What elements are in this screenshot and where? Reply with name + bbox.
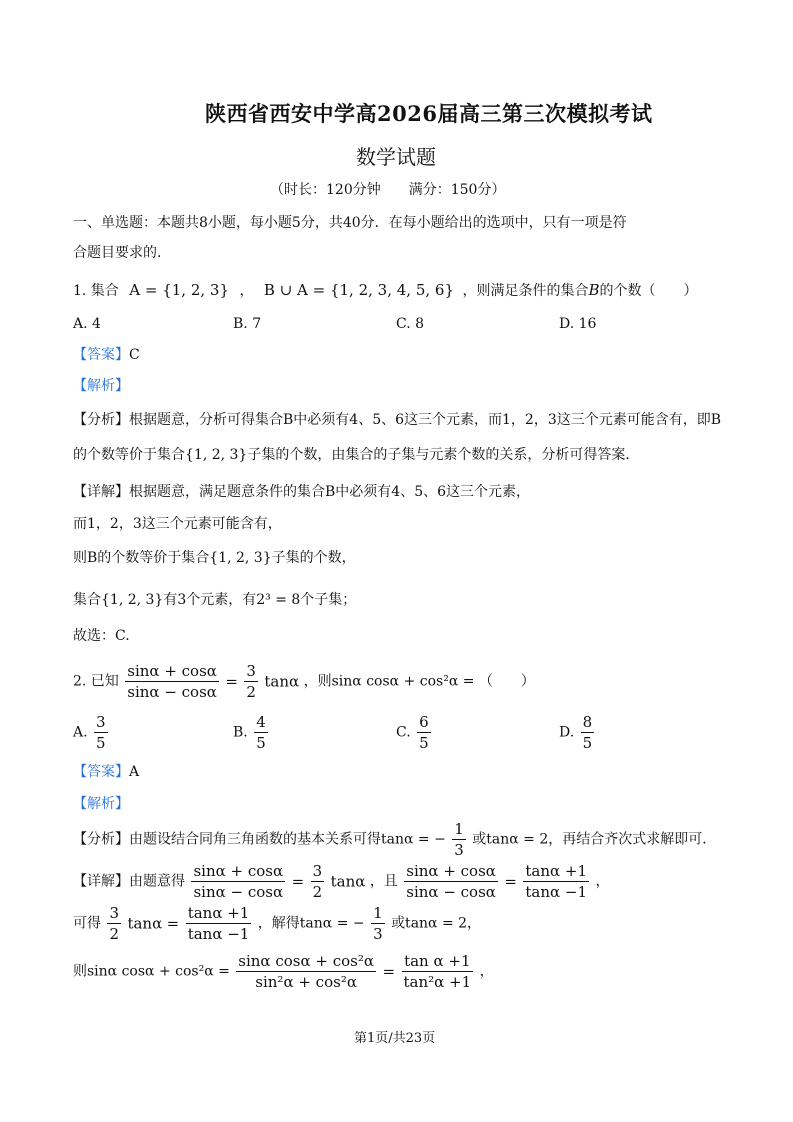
xj1-comma: ， <box>595 873 610 890</box>
frac-num: sinα + cosα <box>406 862 496 880</box>
q2-equals: = <box>225 672 238 691</box>
option-label: D. <box>559 316 575 332</box>
frac-num: 8 <box>582 713 593 731</box>
option-label: B. <box>233 316 248 332</box>
option-fraction <box>417 713 431 752</box>
q2-coef-denominator: 2 <box>246 683 256 701</box>
frac-den: 5 <box>582 734 593 752</box>
xj2-tan: tanα <box>127 914 163 933</box>
xj2-post: ，解得tanα = − <box>257 915 365 932</box>
q2-option-d <box>559 713 596 752</box>
option-fraction <box>94 713 108 752</box>
option-fraction <box>254 713 268 752</box>
fenxi-tag: 【分析】 <box>73 412 129 428</box>
q1-fenxi-line2: 的个数等价于集合{1, 2, 3}子集的个数，由集合的子集与元素个数的关系，分析可得答案． <box>73 447 640 463</box>
q2-option-b <box>233 713 270 752</box>
xj3-fraction-1 <box>236 952 376 991</box>
frac-den: sinα − cosα <box>406 883 496 901</box>
xj2-third <box>371 904 385 943</box>
answer-tag: 【答案】 <box>73 347 129 363</box>
q1-tail2: 的个数（ ） <box>599 283 698 299</box>
q1-option-a <box>73 314 101 334</box>
answer-tag: 【答案】 <box>73 764 129 780</box>
frac-den: 5 <box>96 734 106 752</box>
q2-xiangjie-line1 <box>73 862 610 901</box>
answer-value: A <box>129 764 140 780</box>
xj3-fraction-2 <box>401 952 473 991</box>
option-value: 16 <box>578 316 597 332</box>
option-label: A. <box>73 724 88 741</box>
q2-xiangjie-line2 <box>73 904 481 943</box>
xiangjie-text: 根据题意，满足题意条件的集合B中必须有4、5、6这三个元素， <box>129 484 531 500</box>
fenxi-post: 或tanα = 2，再结合齐次式求解即可． <box>472 831 717 848</box>
equals: = <box>166 914 180 933</box>
xj2-tail: 或tanα = 2， <box>391 915 482 932</box>
xj3-tail: ， <box>479 963 494 980</box>
exam-meta: （时长：120分钟 满分：150分） <box>270 182 506 198</box>
option-label: B. <box>233 724 248 741</box>
q1-option-b <box>233 314 261 334</box>
option-fraction <box>581 713 595 752</box>
q2-fenxi <box>73 820 716 859</box>
frac-den: 5 <box>256 734 266 752</box>
analysis-tag: 【解析】 <box>73 378 129 394</box>
xj1-pre: 由题意得 <box>129 873 185 890</box>
option-label: D. <box>559 724 575 741</box>
equals: = <box>291 872 305 891</box>
q1-xiangjie-line1 <box>73 482 530 502</box>
q2-coef-numerator: 3 <box>246 662 256 680</box>
q2-tail: ，则sinα cosα + cos²α = （ ） <box>303 673 535 690</box>
frac-num: 1 <box>373 904 383 922</box>
frac-den: tanα −1 <box>525 883 588 901</box>
option-label: C. <box>396 724 411 741</box>
frac-den: tanα −1 <box>187 925 250 943</box>
q2-number: 2. 已知 <box>73 673 119 690</box>
q1-set-b: B <box>588 281 600 299</box>
xj1-tan: tanα <box>330 872 366 891</box>
frac-num: tanα +1 <box>525 862 588 880</box>
frac-num: 3 <box>96 713 106 731</box>
frac-num: tanα +1 <box>187 904 250 922</box>
xj1-lhs-fraction-2 <box>404 862 498 901</box>
frac-den: 2 <box>109 925 119 943</box>
option-label: A. <box>73 316 88 332</box>
section-heading-line1: 一、单选题：本题共8小题，每小题5分，共40分．在每小题给出的选项中，只有一项是符 <box>73 215 627 231</box>
q2-lhs-fraction <box>125 662 219 701</box>
frac-num: sinα + cosα <box>193 862 284 880</box>
q1-option-d <box>559 314 596 334</box>
question-1-stem <box>73 280 697 301</box>
fenxi-fraction <box>452 820 466 859</box>
fenxi-pre: 由题设结合同角三角函数的基本关系可得tanα = − <box>129 831 446 848</box>
q1-fenxi-line1 <box>73 410 721 430</box>
xj1-mid: ，且 <box>369 873 398 890</box>
xj1-lhs-fraction <box>191 862 285 901</box>
frac-num: 4 <box>256 713 266 731</box>
frac-den: sinα − cosα <box>193 883 284 901</box>
frac-den: tan²α +1 <box>403 973 472 991</box>
q2-lhs-numerator: sinα + cosα <box>127 662 217 680</box>
frac-den: sin²α + cos²α <box>255 973 357 991</box>
q1-option-c <box>396 314 424 334</box>
q1-xiangjie-line4: 集合{1, 2, 3}有3个元素，有2³ = 8个子集； <box>73 592 357 608</box>
q1-answer <box>73 345 140 365</box>
q1-xiangjie-line2: 而1，2，3这三个元素可能含有， <box>73 516 282 532</box>
xj2-rhs-fraction <box>186 904 252 943</box>
xj2-coef <box>107 904 121 943</box>
analysis-tag: 【解析】 <box>73 796 129 812</box>
frac-den: 2 <box>312 883 323 901</box>
option-label: C. <box>396 316 411 332</box>
page-number: 第1页/共23页 <box>354 1031 436 1046</box>
frac-num: 3 <box>312 862 323 880</box>
q2-tan: tanα <box>264 672 300 691</box>
equals: = <box>504 872 517 891</box>
q2-option-c <box>396 713 433 752</box>
q2-analysis-tag <box>73 794 129 814</box>
q2-xiangjie-line3 <box>73 952 494 991</box>
q2-answer <box>73 762 139 782</box>
subject-title: 数学试题 <box>356 145 436 169</box>
q2-coefficient <box>244 662 258 701</box>
answer-value: C <box>129 347 140 363</box>
q1-tail: ，则满足条件的集合 <box>462 283 589 299</box>
xj1-coef <box>311 862 325 901</box>
option-value: 8 <box>415 316 425 332</box>
q1-number: 1. 集合 <box>73 283 119 299</box>
frac-num: 1 <box>454 820 464 838</box>
frac-num: 3 <box>109 904 119 922</box>
option-value: 4 <box>92 316 101 332</box>
xiangjie-tag: 【详解】 <box>73 484 129 500</box>
frac-num: tan α +1 <box>404 952 471 970</box>
q1-separator: ， <box>239 283 254 299</box>
xj2-pre: 可得 <box>73 915 101 932</box>
q1-analysis-tag <box>73 376 129 396</box>
frac-den: 3 <box>454 841 464 859</box>
q2-lhs-denominator: sinα − cosα <box>127 683 217 701</box>
frac-den: 3 <box>373 925 383 943</box>
frac-num: 6 <box>419 713 429 731</box>
xiangjie-tag: 【详解】 <box>73 873 129 890</box>
q2-option-a <box>73 713 110 752</box>
fenxi-tag: 【分析】 <box>73 831 129 848</box>
xj1-rhs-fraction <box>523 862 589 901</box>
question-2-stem <box>73 662 535 701</box>
q1-union: B ∪ A = {1, 2, 3, 4, 5, 6} <box>263 281 454 299</box>
xj3-pre: 则sinα cosα + cos²α = <box>73 963 230 980</box>
equals: = <box>382 962 396 981</box>
fenxi-text: 根据题意，分析可得集合B中必须有4、5、6这三个元素，而1，2，3这三个元素可能含有，即B <box>129 412 722 428</box>
option-value: 7 <box>252 316 262 332</box>
frac-num: sinα cosα + cos²α <box>238 952 374 970</box>
q1-xiangjie-line3: 则B的个数等价于集合{1, 2, 3}子集的个数， <box>73 550 356 566</box>
q1-set-a: A = {1, 2, 3} <box>129 281 229 299</box>
q1-xiangjie-line5: 故选：C. <box>73 628 130 644</box>
frac-den: 5 <box>419 734 429 752</box>
section-heading-line2: 合题目要求的． <box>73 245 171 261</box>
exam-title: 陕西省西安中学高2026届高三第三次模拟考试 <box>205 101 653 126</box>
